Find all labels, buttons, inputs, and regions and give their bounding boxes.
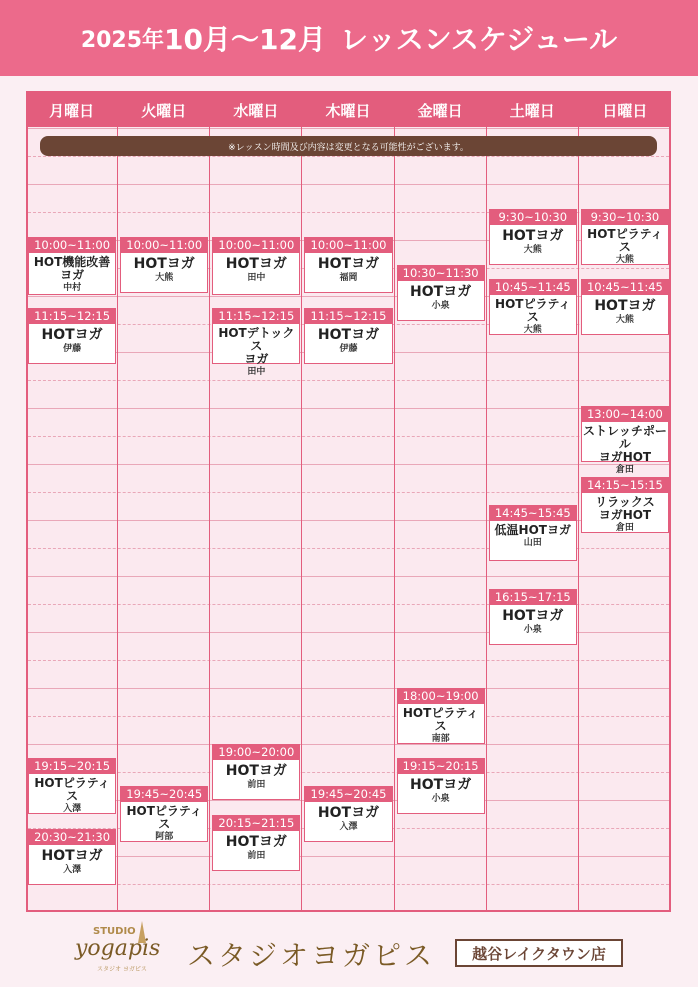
lesson-time: 11:15~12:15 [213,309,299,324]
lesson-time: 10:00~11:00 [29,238,115,253]
day-header: 土曜日 [487,93,578,127]
lesson-card[interactable] [28,237,116,295]
lesson-name: リラックス ヨガHOT [595,495,655,522]
lesson-instructor: 伊藤 [63,344,82,354]
lesson-card[interactable] [489,209,577,265]
lesson-time: 9:30~10:30 [582,210,668,225]
lesson-name: HOTヨガ [41,848,103,864]
lesson-name: HOTヨガ [317,256,380,272]
lesson-time: 14:15~15:15 [582,478,668,493]
lesson-time: 19:45~20:45 [121,787,207,802]
day-header: 木曜日 [302,93,393,127]
studio-logo [75,924,170,974]
lesson-time: 16:15~17:15 [490,590,576,605]
lesson-name: HOTヨガ [133,256,195,272]
lesson-name: HOTピラティス [126,804,202,831]
lesson-instructor: 大熊 [155,273,174,283]
lesson-instructor: 田中 [247,367,266,377]
lesson-name: HOTデトックス ヨガ [218,326,295,366]
lesson-card[interactable] [489,279,577,335]
lesson-instructor: 入澤 [339,822,358,832]
day-header: 月曜日 [26,93,117,127]
lesson-name: HOTヨガ [225,256,287,272]
lesson-card[interactable] [304,237,392,293]
lesson-name: HOTヨガ [225,763,287,779]
lesson-card[interactable] [212,815,300,871]
lesson-time: 9:30~10:30 [490,210,576,225]
lesson-card[interactable] [397,688,485,744]
lesson-time: 10:45~11:45 [490,280,576,295]
lesson-name: HOTピラティス [402,706,479,733]
lesson-name: HOTヨガ [594,298,656,314]
day-header: 金曜日 [395,93,486,127]
lesson-card[interactable] [212,308,300,377]
lesson-card[interactable] [581,477,669,533]
lesson-instructor: 小泉 [431,794,450,804]
lesson-time: 20:30~21:30 [29,830,115,845]
lesson-card[interactable] [212,744,300,800]
lesson-name: HOTピラティス [34,776,110,803]
lesson-instructor: 小泉 [431,301,450,311]
lesson-instructor: 中村 [63,283,82,293]
lesson-time: 19:15~20:15 [29,759,115,774]
studio-name: スタジオヨガピス [187,939,436,972]
lesson-name: HOTピラティス [495,297,571,324]
lesson-time: 14:45~15:45 [490,506,576,521]
lesson-instructor: 前田 [247,780,266,790]
lesson-time: 10:45~11:45 [582,280,668,295]
lesson-instructor: 阿部 [155,832,174,842]
lesson-instructor: 田中 [247,273,266,283]
lesson-name: HOTピラティス [587,227,663,254]
lesson-time: 10:00~11:00 [305,238,391,253]
lesson-instructor: 大熊 [615,255,634,265]
lesson-instructor: 入澤 [63,804,82,814]
lesson-name: HOTヨガ [317,327,380,343]
day-header: 火曜日 [118,93,209,127]
lesson-card[interactable] [304,308,392,364]
lesson-card[interactable] [28,758,116,814]
title-year: 2025年 [80,27,165,53]
lesson-instructor: 倉田 [615,465,634,475]
lesson-time: 11:15~12:15 [305,309,391,324]
lesson-name: HOTヨガ [410,777,472,793]
lesson-name: HOTヨガ [41,327,103,343]
lesson-name: ストレッチポール ヨガHOT [582,424,667,464]
lesson-instructor: 大熊 [615,315,634,325]
title-months: 10月～12月 [164,23,326,56]
lesson-time: 10:00~11:00 [121,238,207,253]
lesson-card[interactable] [489,589,577,645]
lesson-card[interactable] [489,505,577,561]
lesson-card[interactable] [304,786,392,842]
lesson-name: HOTヨガ [502,608,564,624]
lesson-instructor: 福岡 [339,273,358,283]
lesson-instructor: 大熊 [523,245,542,255]
lesson-name: HOT機能改善 ヨガ [33,255,111,282]
lesson-card[interactable] [120,786,208,842]
lesson-time: 19:15~20:15 [398,759,484,774]
lesson-instructor: 伊藤 [339,344,358,354]
branch-badge: 越谷レイクタウン店 [455,939,623,967]
lesson-time: 10:30~11:30 [398,266,484,281]
logo-main-text: yogapis [75,936,161,961]
lesson-instructor: 入澤 [63,865,82,875]
lesson-card[interactable] [397,758,485,814]
lesson-name: HOTヨガ [317,805,380,821]
day-header: 水曜日 [210,93,301,127]
lesson-instructor: 前田 [247,851,266,861]
lesson-time: 19:00~20:00 [213,745,299,760]
lesson-card[interactable] [212,237,300,295]
lesson-name: HOTヨガ [410,284,472,300]
lesson-instructor: 倉田 [615,523,634,533]
lesson-instructor: 大熊 [523,325,542,335]
lesson-card[interactable] [581,406,669,475]
lesson-name: HOTヨガ [502,228,564,244]
notice-banner: ※レッスン時間及び内容は変更となる可能性がございます。 [40,136,657,156]
page-title [0,0,698,76]
lesson-name: 低温HOTヨガ [494,523,571,537]
lesson-name: HOTヨガ [225,834,287,850]
day-header: 日曜日 [579,93,671,127]
lesson-card[interactable] [581,279,669,335]
lesson-time: 13:00~14:00 [582,407,668,422]
lesson-card[interactable] [120,237,208,293]
title-subtitle: レッスンスケジュール [339,23,618,56]
lesson-time: 20:15~21:15 [213,816,299,831]
lesson-card[interactable] [28,308,116,364]
lesson-time: 18:00~19:00 [398,689,484,704]
lesson-time: 11:15~12:15 [29,309,115,324]
lesson-card[interactable] [397,265,485,321]
lesson-card[interactable] [581,209,669,265]
lesson-instructor: 南部 [431,734,450,744]
logo-studio-text: STUDIO [93,926,136,937]
lesson-instructor: 山田 [523,538,542,548]
lesson-time: 19:45~20:45 [305,787,391,802]
lesson-time: 10:00~11:00 [213,238,299,253]
lesson-card[interactable] [28,829,116,885]
lesson-instructor: 小泉 [523,625,542,635]
logo-sub-text: スタジオ ヨガピス [97,966,147,973]
